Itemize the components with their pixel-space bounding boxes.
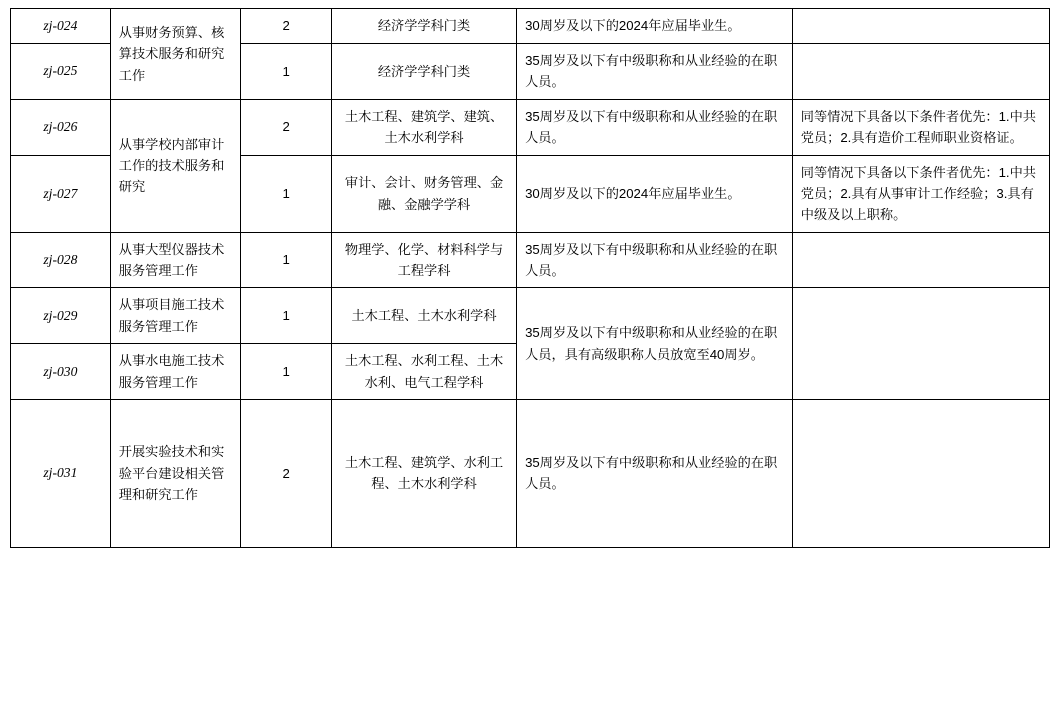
position-note (792, 288, 1049, 400)
position-number: 2 (241, 9, 332, 44)
position-code: zj-026 (11, 99, 111, 155)
position-condition: 35周岁及以下有中级职称和从业经验的在职人员。 (517, 99, 793, 155)
position-duty: 开展实验技术和实验平台建设相关管理和研究工作 (110, 399, 241, 547)
position-condition: 35周岁及以下有中级职称和从业经验的在职人员。 (517, 44, 793, 100)
table-row (11, 9, 1050, 44)
position-note (792, 44, 1049, 100)
position-major: 经济学学科门类 (331, 9, 516, 44)
position-major: 土木工程、建筑学、建筑、土木水利学科 (331, 99, 516, 155)
position-duty: 从事项目施工技术服务管理工作 (110, 288, 241, 344)
position-condition: 35周岁及以下有中级职称和从业经验的在职人员，具有高级职称人员放宽至40周岁。 (517, 288, 793, 400)
position-number: 1 (241, 288, 332, 344)
table-row (11, 288, 1050, 344)
position-major: 审计、会计、财务管理、金融、金融学学科 (331, 155, 516, 232)
position-code: zj-028 (11, 232, 111, 288)
position-duty: 从事水电施工技术服务管理工作 (110, 344, 241, 400)
position-number: 1 (241, 232, 332, 288)
position-duty: 从事大型仪器技术服务管理工作 (110, 232, 241, 288)
position-condition: 35周岁及以下有中级职称和从业经验的在职人员。 (517, 232, 793, 288)
position-number: 2 (241, 99, 332, 155)
position-major: 物理学、化学、材料科学与工程学科 (331, 232, 516, 288)
position-condition: 30周岁及以下的2024年应届毕业生。 (517, 155, 793, 232)
position-major: 土木工程、建筑学、水利工程、土木水利学科 (331, 399, 516, 547)
position-note (792, 232, 1049, 288)
position-note (792, 9, 1049, 44)
position-condition: 30周岁及以下的2024年应届毕业生。 (517, 9, 793, 44)
position-note: 同等情况下具备以下条件者优先：1.中共党员；2.具有从事审计工作经验；3.具有中级及以上职称。 (792, 155, 1049, 232)
position-number: 2 (241, 399, 332, 547)
position-major: 土木工程、水利工程、土木水利、电气工程学科 (331, 344, 516, 400)
position-code: zj-029 (11, 288, 111, 344)
position-duty: 从事财务预算、核算技术服务和研究工作 (110, 9, 241, 100)
table-row (11, 232, 1050, 288)
position-condition: 35周岁及以下有中级职称和从业经验的在职人员。 (517, 399, 793, 547)
position-number: 1 (241, 344, 332, 400)
table-row (11, 99, 1050, 155)
position-note (792, 399, 1049, 547)
position-code: zj-027 (11, 155, 111, 232)
position-major: 土木工程、土木水利学科 (331, 288, 516, 344)
table-row (11, 399, 1050, 547)
position-duty: 从事学校内部审计工作的技术服务和研究 (110, 99, 241, 232)
position-number: 1 (241, 155, 332, 232)
recruitment-positions-table (10, 8, 1050, 548)
position-number: 1 (241, 44, 332, 100)
position-code: zj-025 (11, 44, 111, 100)
position-code: zj-031 (11, 399, 111, 547)
position-code: zj-024 (11, 9, 111, 44)
position-note: 同等情况下具备以下条件者优先：1.中共党员；2.具有造价工程师职业资格证。 (792, 99, 1049, 155)
position-code: zj-030 (11, 344, 111, 400)
position-major: 经济学学科门类 (331, 44, 516, 100)
